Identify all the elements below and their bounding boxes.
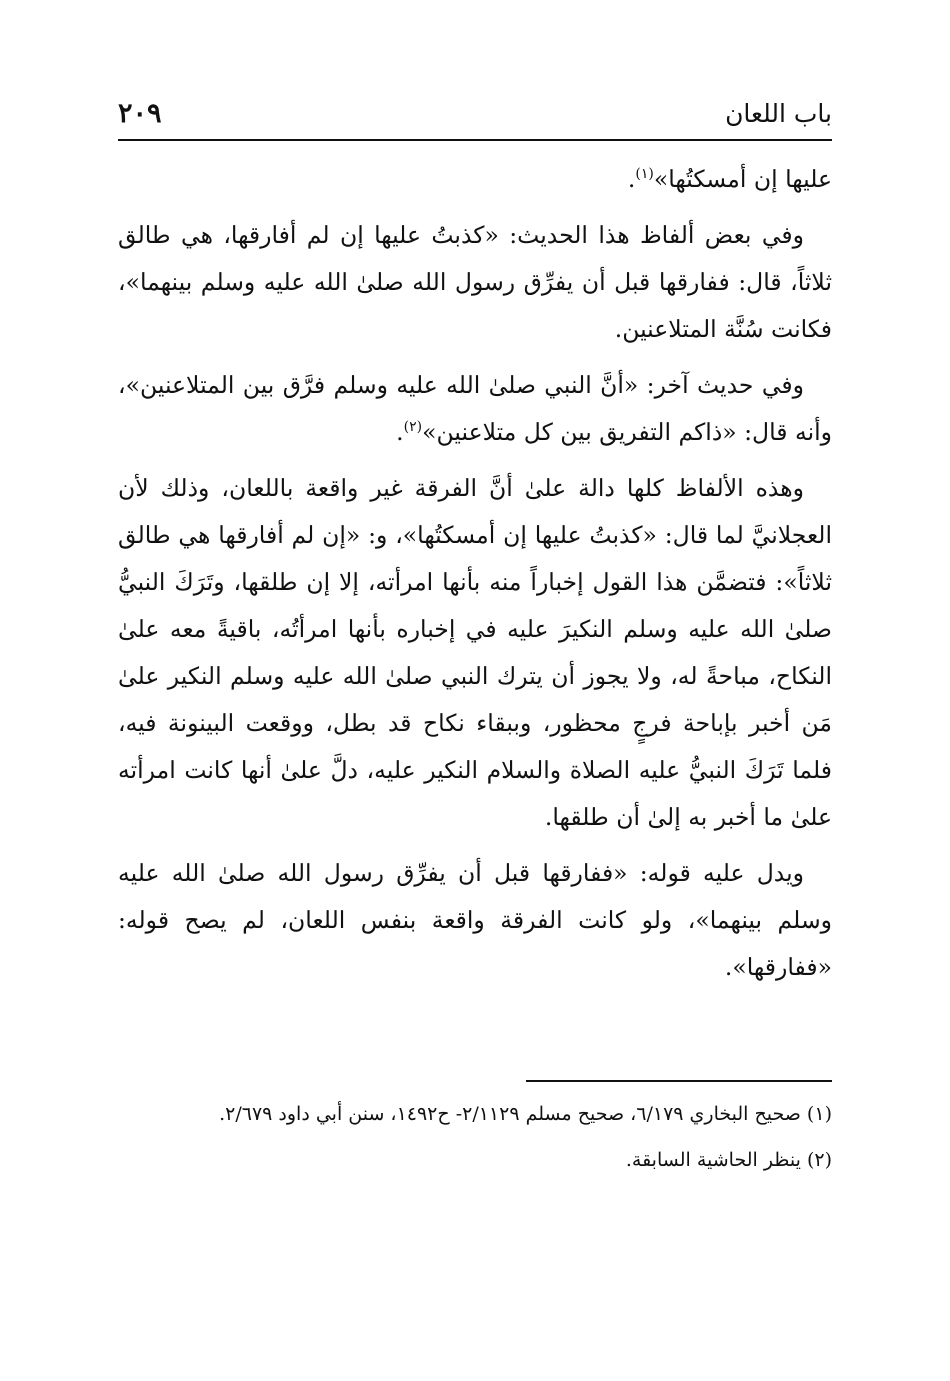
footnote-ref-2: (٢)	[403, 419, 423, 436]
paragraph-3-text: وفي حديث آخر: «أنَّ النبي صلىٰ الله عليه وسلم فرَّق بين المتلاعنين»، وأنه قال: «ذاكم التفريق بين كل متلاعنين»	[118, 371, 832, 446]
paragraph-3	[118, 362, 832, 456]
page-number: ٢٠٩	[118, 98, 162, 129]
header-divider	[118, 139, 832, 141]
footnote-2: (٢) ينظر الحاشية السابقة.	[625, 1149, 832, 1171]
paragraph-1-text: عليها إن أمسكتُها»	[653, 165, 832, 193]
footnote-divider	[526, 1080, 832, 1082]
paragraph-4: وهذه الألفاظ كلها دالة علىٰ أنَّ الفرقة غير واقعة باللعان، وذلك لأن العجلانيَّ لما قال: «كذبتُ عليها إن أمسكتُها»، و: «إن لم أفارقها هي طالق ثلاثاً»: فتضمَّن هذا القول إخباراً منه بأنها امرأته، إلا إن طلقها، وتَرَكَ النبيُّ صلىٰ الله عليه وسلم النكيرَ عليه في إخباره بأنها امرأتُه، باقيةً معه علىٰ النكاح، مباحةً له، ولا يجوز أن يترك النبي صلىٰ الله عليه وسلم النكير علىٰ مَن أخبر بإباحة فرجٍ محظور، وببقاء نكاح قد بطل، ووقعت البينونة فيه، فلما تَرَكَ النبيُّ عليه الصلاة والسلام النكير عليه، دلَّ علىٰ أنها كانت امرأته علىٰ ما أخبر به إلىٰ أن طلقها.	[118, 474, 832, 831]
running-header	[118, 90, 832, 138]
paragraph-2: وفي بعض ألفاظ هذا الحديث: «كذبتُ عليها إن لم أفارقها، هي طالق ثلاثاً، قال: ففارقها قبل أن يفرِّق رسول الله صلىٰ الله عليه وسلم بينهما»، فكانت سُنَّة المتلاعنين.	[118, 221, 832, 343]
footnote-ref-1: (١)	[635, 166, 654, 183]
paragraph-3-end: .	[396, 418, 404, 446]
paragraph-1-end: .	[627, 165, 636, 193]
paragraph-1	[118, 156, 832, 203]
footnotes	[118, 1092, 832, 1184]
chapter-title: باب اللعان	[725, 99, 832, 128]
paragraph-5: ويدل عليه قوله: «ففارقها قبل أن يفرِّق رسول الله صلىٰ الله عليه وسلم بينهما»، ولو كانت الفرقة واقعة بنفس اللعان، لم يصح قوله: «ففارقها».	[118, 859, 832, 981]
footnote-1: (١) صحيح البخاري ٦/١٧٩، صحيح مسلم ٢/١١٢٩- ح١٤٩٢، سنن أبي داود ٢/٦٧٩.	[219, 1103, 832, 1125]
main-text	[118, 156, 832, 1000]
